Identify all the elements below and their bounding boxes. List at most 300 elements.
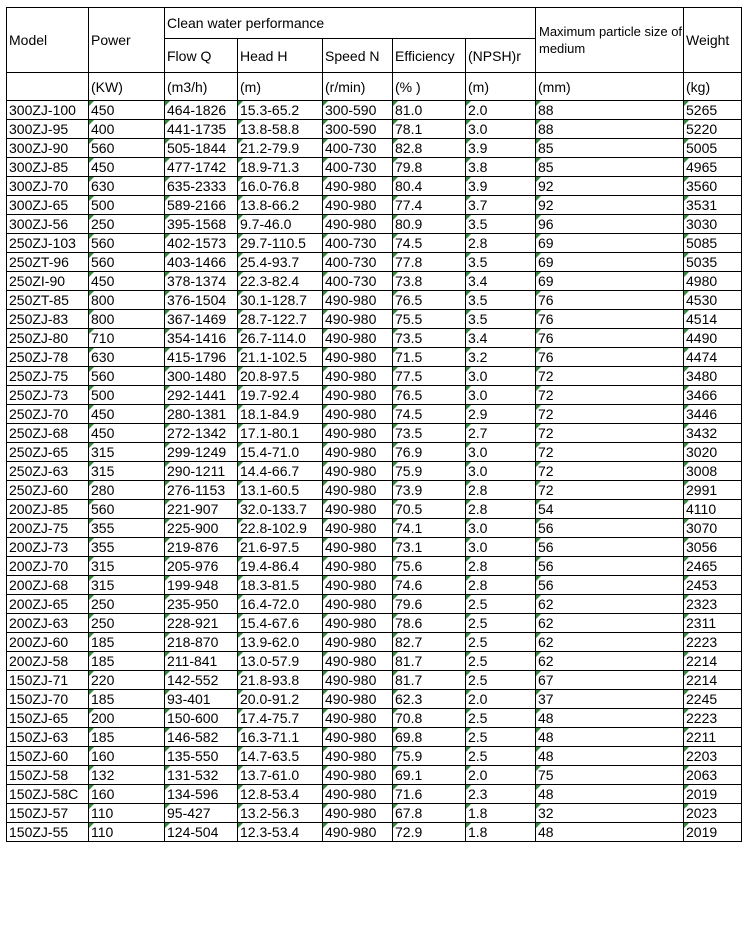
cell-head: 14.4-66.7 [238,462,323,481]
cell-flow: 134-596 [165,785,238,804]
cell-head: 19.4-86.4 [238,557,323,576]
cell-npsh: 1.8 [466,823,536,842]
cell-max-particle: 85 [536,139,684,158]
cell-flow: 228-921 [165,614,238,633]
cell-power: 185 [89,633,165,652]
table-row [7,443,742,462]
cell-flow: 205-976 [165,557,238,576]
cell-speed: 490-980 [323,728,393,747]
cell-power: 250 [89,614,165,633]
table-row [7,139,742,158]
cell-max-particle: 62 [536,614,684,633]
cell-npsh: 3.2 [466,348,536,367]
cell-efficiency: 70.5 [393,500,466,519]
table-row [7,348,742,367]
cell-weight: 3466 [684,386,742,405]
table-row [7,785,742,804]
cell-npsh: 2.0 [466,766,536,785]
cell-speed: 490-980 [323,481,393,500]
table-row [7,481,742,500]
cell-model: 200ZJ-63 [7,614,89,633]
cell-power: 560 [89,500,165,519]
cell-weight: 3008 [684,462,742,481]
cell-max-particle: 56 [536,538,684,557]
table-row [7,462,742,481]
cell-flow: 367-1469 [165,310,238,329]
cell-power: 110 [89,823,165,842]
cell-power: 560 [89,367,165,386]
cell-flow: 464-1826 [165,101,238,120]
cell-flow: 505-1844 [165,139,238,158]
cell-npsh: 2.3 [466,785,536,804]
cell-speed: 490-980 [323,747,393,766]
cell-speed: 490-980 [323,177,393,196]
table-row [7,557,742,576]
header-weight: Weight [684,8,742,73]
cell-speed: 400-730 [323,139,393,158]
cell-model: 300ZJ-95 [7,120,89,139]
cell-weight: 4490 [684,329,742,348]
cell-model: 250ZJ-60 [7,481,89,500]
cell-head: 13.9-62.0 [238,633,323,652]
cell-efficiency: 78.1 [393,120,466,139]
cell-efficiency: 75.5 [393,310,466,329]
cell-weight: 4110 [684,500,742,519]
cell-speed: 300-590 [323,101,393,120]
cell-efficiency: 81.0 [393,101,466,120]
cell-model: 250ZI-90 [7,272,89,291]
cell-head: 22.3-82.4 [238,272,323,291]
cell-flow: 280-1381 [165,405,238,424]
header-power: Power [89,8,165,73]
table-row [7,405,742,424]
table-row [7,823,742,842]
cell-head: 18.3-81.5 [238,576,323,595]
cell-weight: 4965 [684,158,742,177]
table-row [7,728,742,747]
cell-npsh: 3.0 [466,462,536,481]
cell-power: 450 [89,101,165,120]
cell-efficiency: 73.1 [393,538,466,557]
cell-efficiency: 80.4 [393,177,466,196]
cell-npsh: 3.5 [466,310,536,329]
cell-max-particle: 56 [536,576,684,595]
cell-speed: 400-730 [323,234,393,253]
cell-max-particle: 37 [536,690,684,709]
table-row [7,576,742,595]
cell-npsh: 3.0 [466,120,536,139]
cell-npsh: 2.5 [466,709,536,728]
cell-head: 15.4-67.6 [238,614,323,633]
cell-npsh: 2.5 [466,595,536,614]
cell-npsh: 3.0 [466,443,536,462]
cell-model: 250ZJ-68 [7,424,89,443]
cell-power: 220 [89,671,165,690]
table-row [7,424,742,443]
cell-npsh: 3.9 [466,177,536,196]
table-row [7,519,742,538]
cell-power: 315 [89,557,165,576]
cell-npsh: 3.0 [466,538,536,557]
cell-npsh: 2.5 [466,652,536,671]
cell-power: 450 [89,424,165,443]
table-row [7,709,742,728]
cell-speed: 490-980 [323,671,393,690]
cell-efficiency: 81.7 [393,671,466,690]
table-row [7,386,742,405]
cell-model: 150ZJ-63 [7,728,89,747]
cell-flow: 93-401 [165,690,238,709]
cell-npsh: 2.5 [466,633,536,652]
cell-flow: 235-950 [165,595,238,614]
cell-power: 710 [89,329,165,348]
cell-efficiency: 75.9 [393,747,466,766]
cell-weight: 2023 [684,804,742,823]
cell-weight: 5035 [684,253,742,272]
header-efficiency: Efficiency [393,39,466,73]
table-row [7,614,742,633]
cell-speed: 490-980 [323,348,393,367]
cell-flow: 225-900 [165,519,238,538]
cell-npsh: 2.5 [466,728,536,747]
cell-max-particle: 72 [536,462,684,481]
cell-flow: 395-1568 [165,215,238,234]
cell-head: 16.4-72.0 [238,595,323,614]
cell-speed: 490-980 [323,215,393,234]
cell-efficiency: 77.8 [393,253,466,272]
cell-max-particle: 92 [536,177,684,196]
cell-weight: 2245 [684,690,742,709]
cell-efficiency: 71.6 [393,785,466,804]
cell-model: 200ZJ-58 [7,652,89,671]
cell-max-particle: 72 [536,481,684,500]
cell-speed: 490-980 [323,367,393,386]
cell-max-particle: 48 [536,747,684,766]
cell-model: 300ZJ-70 [7,177,89,196]
table-row [7,310,742,329]
cell-npsh: 2.8 [466,576,536,595]
header-speed: Speed N [323,39,393,73]
cell-power: 355 [89,538,165,557]
cell-speed: 490-980 [323,519,393,538]
cell-weight: 3020 [684,443,742,462]
cell-weight: 2223 [684,633,742,652]
cell-model: 150ZJ-60 [7,747,89,766]
cell-speed: 490-980 [323,405,393,424]
table-row [7,804,742,823]
cell-power: 630 [89,348,165,367]
cell-speed: 490-980 [323,557,393,576]
table-row [7,500,742,519]
cell-power: 280 [89,481,165,500]
cell-speed: 490-980 [323,766,393,785]
cell-flow: 415-1796 [165,348,238,367]
table-row [7,329,742,348]
cell-head: 14.7-63.5 [238,747,323,766]
cell-efficiency: 82.7 [393,633,466,652]
cell-flow: 95-427 [165,804,238,823]
cell-max-particle: 88 [536,101,684,120]
cell-weight: 2211 [684,728,742,747]
cell-efficiency: 79.8 [393,158,466,177]
cell-weight: 2019 [684,823,742,842]
cell-speed: 300-590 [323,120,393,139]
table-row [7,158,742,177]
cell-model: 200ZJ-75 [7,519,89,538]
cell-weight: 2203 [684,747,742,766]
cell-power: 560 [89,139,165,158]
cell-speed: 490-980 [323,576,393,595]
cell-max-particle: 72 [536,367,684,386]
table-row [7,538,742,557]
table-row [7,367,742,386]
cell-max-particle: 75 [536,766,684,785]
unit-efficiency: (% ) [393,73,466,101]
cell-weight: 3480 [684,367,742,386]
cell-max-particle: 62 [536,652,684,671]
cell-flow: 589-2166 [165,196,238,215]
cell-weight: 4514 [684,310,742,329]
cell-power: 800 [89,291,165,310]
cell-weight: 5085 [684,234,742,253]
cell-head: 21.2-79.9 [238,139,323,158]
cell-efficiency: 69.8 [393,728,466,747]
cell-speed: 490-980 [323,595,393,614]
cell-head: 16.3-71.1 [238,728,323,747]
cell-flow: 135-550 [165,747,238,766]
cell-power: 315 [89,443,165,462]
cell-max-particle: 69 [536,234,684,253]
table-row [7,196,742,215]
cell-weight: 3531 [684,196,742,215]
cell-power: 250 [89,215,165,234]
cell-model: 250ZJ-103 [7,234,89,253]
cell-head: 29.7-110.5 [238,234,323,253]
cell-head: 21.1-102.5 [238,348,323,367]
cell-max-particle: 96 [536,215,684,234]
cell-speed: 490-980 [323,443,393,462]
cell-efficiency: 77.5 [393,367,466,386]
cell-npsh: 2.8 [466,500,536,519]
cell-speed: 490-980 [323,462,393,481]
cell-head: 22.8-102.9 [238,519,323,538]
cell-head: 13.0-57.9 [238,652,323,671]
cell-efficiency: 74.5 [393,405,466,424]
cell-head: 30.1-128.7 [238,291,323,310]
header-row-1 [7,8,742,39]
cell-max-particle: 48 [536,728,684,747]
cell-max-particle: 56 [536,519,684,538]
cell-model: 250ZJ-75 [7,367,89,386]
header-max-particle [536,8,684,73]
cell-power: 450 [89,405,165,424]
unit-head: (m) [238,73,323,101]
cell-model: 250ZJ-73 [7,386,89,405]
table-row [7,101,742,120]
unit-weight: (kg) [684,73,742,101]
cell-speed: 490-980 [323,614,393,633]
cell-npsh: 1.8 [466,804,536,823]
cell-max-particle: 72 [536,405,684,424]
cell-npsh: 3.0 [466,386,536,405]
cell-model: 200ZJ-60 [7,633,89,652]
cell-flow: 146-582 [165,728,238,747]
cell-flow: 124-504 [165,823,238,842]
cell-model: 300ZJ-90 [7,139,89,158]
cell-npsh: 2.0 [466,101,536,120]
cell-power: 132 [89,766,165,785]
cell-efficiency: 73.9 [393,481,466,500]
cell-speed: 490-980 [323,329,393,348]
cell-power: 800 [89,310,165,329]
cell-efficiency: 81.7 [393,652,466,671]
cell-head: 20.8-97.5 [238,367,323,386]
cell-weight: 4980 [684,272,742,291]
cell-npsh: 2.0 [466,690,536,709]
cell-npsh: 3.4 [466,329,536,348]
cell-weight: 2019 [684,785,742,804]
cell-max-particle: 72 [536,443,684,462]
cell-head: 21.6-97.5 [238,538,323,557]
cell-head: 15.3-65.2 [238,101,323,120]
pump-spec-table [6,7,742,842]
cell-model: 250ZJ-83 [7,310,89,329]
table-row [7,272,742,291]
cell-max-particle: 76 [536,291,684,310]
cell-npsh: 3.0 [466,519,536,538]
cell-efficiency: 77.4 [393,196,466,215]
cell-flow: 402-1573 [165,234,238,253]
cell-weight: 3446 [684,405,742,424]
cell-efficiency: 82.8 [393,139,466,158]
cell-flow: 218-870 [165,633,238,652]
cell-weight: 3560 [684,177,742,196]
unit-power: (KW) [89,73,165,101]
unit-model [7,73,89,101]
cell-flow: 635-2333 [165,177,238,196]
cell-npsh: 2.8 [466,234,536,253]
cell-npsh: 2.5 [466,614,536,633]
cell-power: 185 [89,728,165,747]
table-row [7,747,742,766]
cell-model: 150ZJ-71 [7,671,89,690]
cell-weight: 2063 [684,766,742,785]
cell-weight: 5220 [684,120,742,139]
cell-speed: 490-980 [323,500,393,519]
cell-power: 560 [89,253,165,272]
cell-power: 355 [89,519,165,538]
cell-efficiency: 73.5 [393,329,466,348]
cell-max-particle: 88 [536,120,684,139]
cell-speed: 490-980 [323,310,393,329]
cell-efficiency: 74.5 [393,234,466,253]
cell-model: 250ZT-96 [7,253,89,272]
cell-max-particle: 67 [536,671,684,690]
table-row [7,291,742,310]
cell-power: 400 [89,120,165,139]
cell-speed: 490-980 [323,690,393,709]
cell-model: 150ZJ-57 [7,804,89,823]
cell-weight: 5005 [684,139,742,158]
cell-efficiency: 73.5 [393,424,466,443]
cell-npsh: 2.7 [466,424,536,443]
cell-npsh: 3.5 [466,215,536,234]
cell-weight: 3432 [684,424,742,443]
cell-efficiency: 72.9 [393,823,466,842]
cell-speed: 490-980 [323,538,393,557]
cell-head: 32.0-133.7 [238,500,323,519]
cell-max-particle: 48 [536,823,684,842]
cell-weight: 3030 [684,215,742,234]
cell-speed: 490-980 [323,291,393,310]
cell-efficiency: 76.5 [393,386,466,405]
header-model: Model [7,8,89,73]
cell-flow: 477-1742 [165,158,238,177]
cell-head: 26.7-114.0 [238,329,323,348]
cell-flow: 219-876 [165,538,238,557]
cell-model: 250ZJ-78 [7,348,89,367]
cell-npsh: 3.4 [466,272,536,291]
cell-head: 13.8-58.8 [238,120,323,139]
cell-flow: 211-841 [165,652,238,671]
cell-model: 200ZJ-73 [7,538,89,557]
cell-model: 250ZJ-63 [7,462,89,481]
cell-model: 150ZJ-55 [7,823,89,842]
cell-npsh: 2.8 [466,481,536,500]
cell-flow: 300-1480 [165,367,238,386]
cell-efficiency: 75.6 [393,557,466,576]
cell-power: 110 [89,804,165,823]
cell-max-particle: 76 [536,310,684,329]
cell-efficiency: 75.9 [393,462,466,481]
cell-head: 9.7-46.0 [238,215,323,234]
cell-head: 20.0-91.2 [238,690,323,709]
cell-max-particle: 69 [536,253,684,272]
cell-efficiency: 76.9 [393,443,466,462]
cell-efficiency: 79.6 [393,595,466,614]
cell-head: 28.7-122.7 [238,310,323,329]
cell-model: 200ZJ-68 [7,576,89,595]
cell-model: 250ZJ-65 [7,443,89,462]
cell-model: 150ZJ-70 [7,690,89,709]
cell-power: 500 [89,386,165,405]
cell-model: 250ZJ-70 [7,405,89,424]
cell-efficiency: 67.8 [393,804,466,823]
cell-speed: 490-980 [323,804,393,823]
cell-speed: 490-980 [323,386,393,405]
cell-flow: 441-1735 [165,120,238,139]
table-row [7,652,742,671]
cell-max-particle: 32 [536,804,684,823]
cell-model: 250ZT-85 [7,291,89,310]
cell-flow: 378-1374 [165,272,238,291]
cell-head: 21.8-93.8 [238,671,323,690]
cell-npsh: 2.8 [466,557,536,576]
cell-speed: 400-730 [323,158,393,177]
cell-npsh: 2.5 [466,747,536,766]
cell-speed: 490-980 [323,785,393,804]
cell-max-particle: 56 [536,557,684,576]
cell-max-particle: 85 [536,158,684,177]
table-row [7,215,742,234]
header-max-particle-text: Maximum particle size of medium [539,24,683,56]
cell-model: 300ZJ-65 [7,196,89,215]
cell-npsh: 3.5 [466,291,536,310]
cell-head: 12.3-53.4 [238,823,323,842]
cell-npsh: 3.0 [466,367,536,386]
cell-weight: 3056 [684,538,742,557]
cell-speed: 400-730 [323,253,393,272]
